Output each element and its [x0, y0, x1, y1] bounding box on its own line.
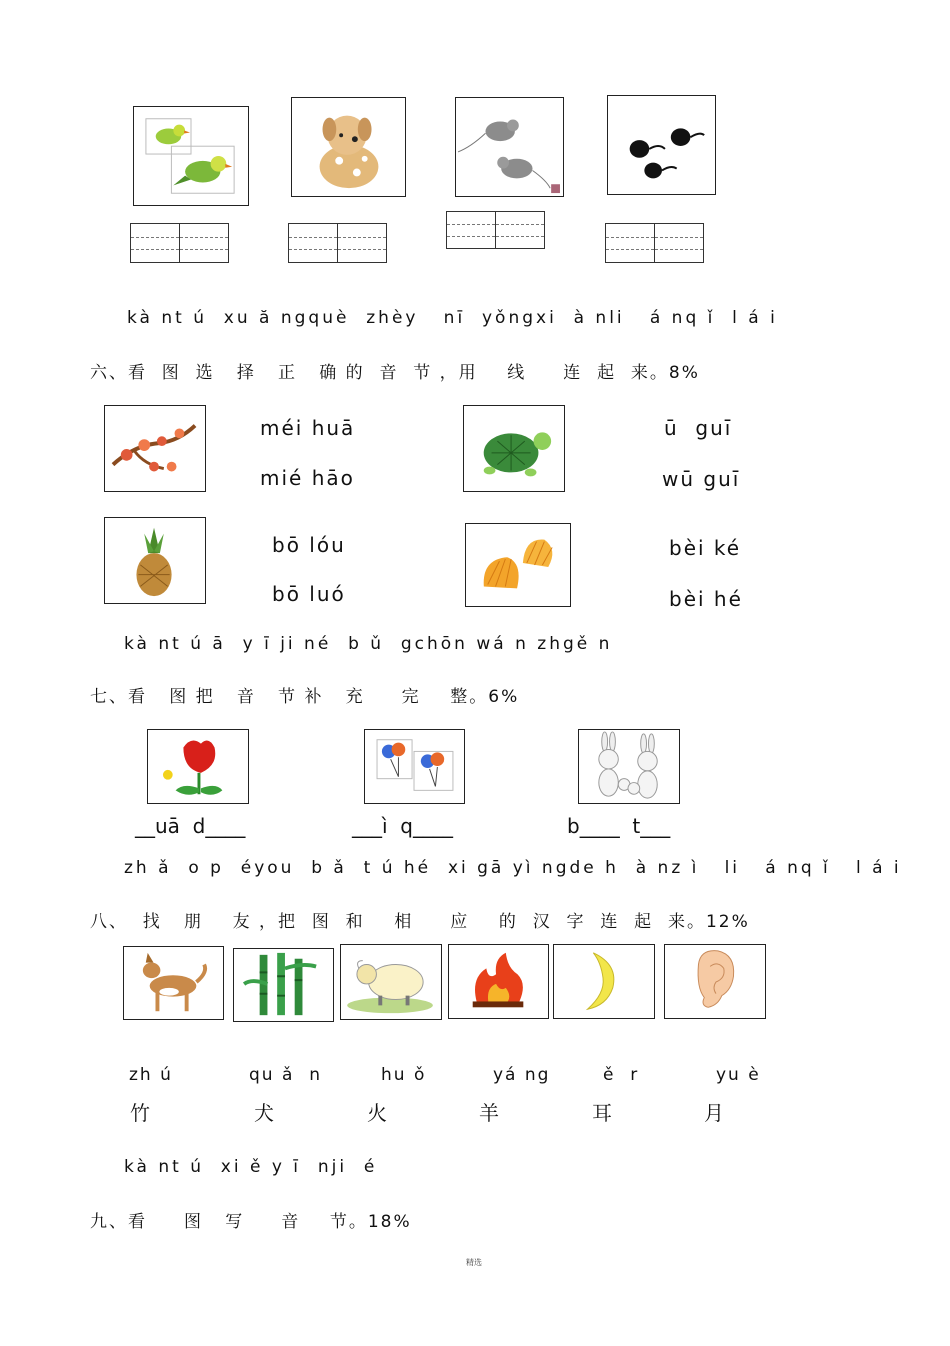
writing-grid[interactable]	[605, 223, 704, 263]
plum-picture	[104, 405, 206, 492]
pinyin-instruction-1: kà nt ú xu ă ngquè zhèy nī yǒngxi à nli á nq ǐ l á i	[127, 308, 778, 328]
pinyin-huo: hu ǒ	[381, 1065, 427, 1085]
mice-icon	[456, 98, 563, 196]
pineapple-icon	[105, 518, 205, 603]
pinyin-instruction-2: kà nt ú ā y ī ji né b ǔ gchōn wá n zhgě n	[124, 634, 613, 654]
mice-picture	[455, 97, 564, 197]
puppy-icon	[292, 98, 405, 196]
turtle-picture	[463, 405, 565, 492]
birds-picture	[133, 106, 249, 206]
hanzi-quan[interactable]: 犬	[254, 1101, 274, 1125]
writing-grid[interactable]	[288, 223, 387, 263]
option-boluo[interactable]: bō luó	[272, 582, 346, 606]
hanzi-er[interactable]: 耳	[592, 1101, 612, 1125]
bamboo-picture	[233, 948, 334, 1022]
page-footer: 精选	[466, 1258, 482, 1267]
bamboo-icon	[234, 949, 333, 1021]
pinyin-er: ě r	[603, 1065, 640, 1085]
turtle-icon	[464, 406, 564, 491]
fill-blank-flower[interactable]: __uā d____	[135, 814, 246, 838]
option-beihe[interactable]: bèi hé	[669, 587, 743, 611]
pinyin-instruction-3: zh ǎ o p éyou b ǎ t ú hé xi gā yì ngde h à nz ì li á nq ǐ l á i	[124, 858, 902, 878]
pinyin-yue: yu è	[716, 1065, 761, 1085]
rabbits-picture	[578, 729, 680, 804]
option-wugui[interactable]: wū guī	[662, 467, 741, 491]
writing-grid[interactable]	[446, 211, 545, 249]
option-miehao[interactable]: mié hāo	[260, 466, 355, 490]
tadpoles-picture	[607, 95, 716, 195]
option-u-gui[interactable]: ū guī	[664, 416, 733, 440]
plum-blossom-icon	[105, 406, 205, 491]
hanzi-zhu[interactable]: 竹	[130, 1101, 150, 1125]
balloons-picture	[364, 729, 465, 804]
writing-grid[interactable]	[130, 223, 229, 263]
sheep-icon	[341, 945, 441, 1019]
flower-icon	[148, 730, 248, 803]
flower-picture	[147, 729, 249, 804]
puppy-picture	[291, 97, 406, 197]
ear-icon	[665, 945, 765, 1018]
moon-picture	[553, 944, 655, 1019]
section8-heading: 八、 找 朋 友 ，把 图 和 相 应 的 汉 字 连 起 来。12%	[90, 912, 750, 932]
rabbits-icon	[579, 730, 679, 803]
hanzi-yang[interactable]: 羊	[479, 1101, 499, 1125]
pinyin-quan: qu ǎ n	[249, 1065, 322, 1085]
shells-icon	[466, 524, 570, 606]
pineapple-picture	[104, 517, 206, 604]
option-meihua[interactable]: méi huā	[260, 416, 356, 440]
fill-blank-rabbits[interactable]: b____ t___	[567, 814, 671, 838]
dog-picture	[123, 946, 224, 1020]
fire-icon	[449, 945, 548, 1018]
sheep-picture	[340, 944, 442, 1020]
balloons-icon	[365, 730, 464, 803]
birds-icon	[134, 107, 248, 205]
pinyin-yang: yá ng	[493, 1065, 551, 1085]
dog-icon	[124, 947, 223, 1019]
fill-blank-balloons[interactable]: ___ì q____	[352, 814, 453, 838]
pinyin-zhu: zh ú	[129, 1065, 173, 1085]
hanzi-yue[interactable]: 月	[704, 1101, 724, 1125]
shells-picture	[465, 523, 571, 607]
moon-icon	[554, 945, 654, 1018]
ear-picture	[664, 944, 766, 1019]
hanzi-huo[interactable]: 火	[367, 1101, 387, 1125]
section6-heading: 六、看 图 选 择 正 确 的 音 节 ，用 线 连 起 来。8%	[90, 363, 700, 383]
section9-heading: 九、看 图 写 音 节。18%	[90, 1212, 412, 1232]
option-bolou[interactable]: bō lóu	[272, 533, 346, 557]
option-beike[interactable]: bèi ké	[669, 536, 742, 560]
fire-picture	[448, 944, 549, 1019]
section7-heading: 七、看 图 把 音 节 补 充 完 整。6%	[90, 687, 520, 707]
tadpoles-icon	[608, 96, 715, 194]
pinyin-instruction-4: kà nt ú xi ě y ī nji é	[124, 1157, 378, 1177]
